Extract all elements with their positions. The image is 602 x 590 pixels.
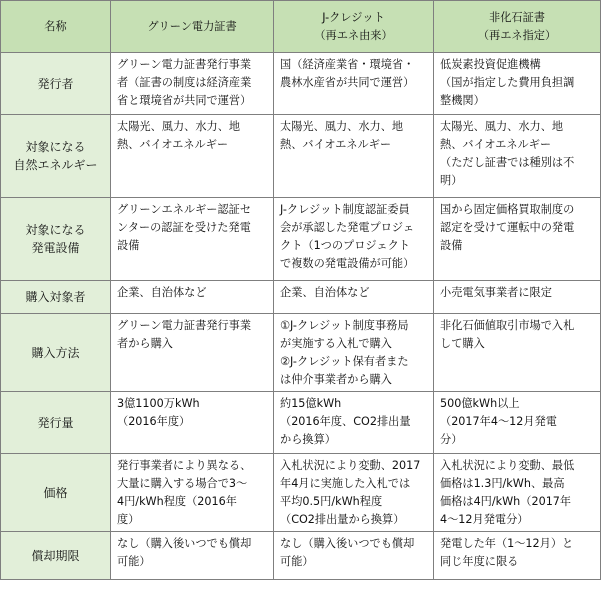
row-label-line: 対象になる [25,223,86,237]
row-label-issuance-volume [1,392,111,454]
row-label-purchase-method [1,314,111,392]
cell-line: 発行事業者により異なる、 [117,459,252,472]
row-label-line: 対象になる [25,140,86,154]
table-row-purchase-method [1,314,601,392]
row-label-line: 発電設備 [31,241,80,255]
table-row-issuance-volume [1,392,601,454]
row-label-issuer [1,53,111,115]
header-col2-line: （再エネ由来） [314,28,393,42]
header-row [1,1,601,53]
cell-buyer-non-fossil [434,281,601,314]
cell-line: 太陽光、風力、水力、地 [117,120,241,133]
cell-line: （2017年4～12月発電 [440,415,557,428]
cell-purchase-method-non-fossil [434,314,601,392]
cell-price-j-credit [274,454,434,532]
cell-target-facilities-j-credit [274,198,434,281]
row-label-line: 購入方法 [31,345,80,360]
cell-target-facilities-green-power [111,198,274,281]
row-label-line: 発行者 [37,76,74,91]
row-label-buyer [1,281,111,314]
cell-line: 会が承認した発電プロジェ [280,221,415,234]
cell-line: 省と環境省が共同で運営） [117,94,252,107]
cell-line: 太陽光、風力、水力、地 [280,120,404,133]
cell-line: グリーン電力証書発行事業 [117,58,252,71]
cell-line: 認定を受けて運転中の発電 [440,221,575,234]
cell-buyer-j-credit [274,281,434,314]
row-label-target-facilities [1,198,111,281]
header-col1-line: グリーン電力証書 [147,19,237,33]
cell-line: （2016年度、CO2排出量 [280,415,411,428]
cell-line: 約15億kWh [280,397,342,410]
cell-redemption-deadline-j-credit [274,532,434,580]
cell-line: （ただし証書では種別は不 [440,156,575,169]
row-label-line: 購入対象者 [25,290,86,304]
cell-target-renewables-non-fossil [434,115,601,198]
cell-line: 国（経済産業省・環境省・ [280,58,415,71]
cell-line: （国が指定した費用負担調 [440,76,575,89]
cell-line: 熱、バイオエネルギー [440,138,552,151]
cell-line: 可能） [280,555,314,568]
cell-issuer-j-credit [274,53,434,115]
cell-line: 同じ年度に限る [440,555,519,568]
cell-target-renewables-green-power [111,115,274,198]
cell-line: 平均0.5円/kWh程度 [280,495,383,508]
cell-line: で複数の発電設備が可能） [280,257,415,270]
cell-line: 500億kWh以上 [440,397,520,410]
header-col3-line: 非化石証書 [489,10,545,24]
cell-price-non-fossil [434,454,601,532]
table-row-price [1,454,601,532]
cell-issuance-volume-j-credit [274,392,434,454]
cell-line: 年4月に実施した入札では [280,477,411,490]
cell-redemption-deadline-green-power [111,532,274,580]
cell-line: ①J-クレジット制度事務局 [280,319,409,332]
cell-line: 太陽光、風力、水力、地 [440,120,564,133]
cell-line: なし（購入後いつでも償却 [117,537,252,550]
cell-purchase-method-green-power [111,314,274,392]
cell-line: （CO2排出量から換算） [280,513,405,526]
cell-line: して購入 [440,337,485,350]
row-label-price [1,454,111,532]
header-col3-line: （再エネ指定） [477,28,557,42]
cell-line: 小売電気事業者に限定 [440,286,552,299]
cell-line: 明） [440,174,463,187]
cell-issuer-green-power [111,53,274,115]
cell-line: 3億1100万kWh [117,397,200,410]
cell-line: から換算） [280,433,336,446]
cell-line: 者（証書の制度は経済産業 [117,76,252,89]
cell-line: グリーン電力証書発行事業 [117,319,252,332]
cell-line: 可能） [117,555,151,568]
cell-purchase-method-j-credit [274,314,434,392]
table-row-target-facilities [1,198,601,281]
header-name [1,1,111,53]
cell-line: （2016年度） [117,415,191,428]
cell-line: 価格は4円/kWh（2017年 [440,495,572,508]
cell-line: 熱、バイオエネルギー [117,138,229,151]
table-body [1,53,601,580]
cell-line: 価格は1.3円/kWh、最高 [440,477,565,490]
cell-line: 低炭素投資促進機構 [440,58,541,71]
cell-line: なし（購入後いつでも償却 [280,537,415,550]
cell-target-renewables-j-credit [274,115,434,198]
cell-line: グリーンエネルギー認証セ [117,203,252,216]
row-label-redemption-deadline [1,532,111,580]
table-row-target-renewables [1,115,601,198]
row-label-target-renewables [1,115,111,198]
header-name-text: 名称 [44,19,67,33]
cell-line: 分） [440,433,463,446]
cell-line: 設備 [117,239,140,252]
cell-line: 非化石価値取引市場で入札 [440,319,575,332]
cell-line: J-クレジット制度認証委員 [280,203,410,216]
table-row-issuer [1,53,601,115]
cell-line: は仲介事業者から購入 [280,373,392,386]
cell-line: 者から購入 [117,337,173,350]
table-row-buyer [1,281,601,314]
cell-price-green-power [111,454,274,532]
cell-line: 国から固定価格買取制度の [440,203,575,216]
cell-issuer-non-fossil [434,53,601,115]
header-green-power-certificate [111,1,274,53]
cell-line: 4円/kWh程度（2016年 [117,495,237,508]
cell-line: ②J-クレジット保有者また [280,355,409,368]
cell-line: クト（1つのプロジェクト [280,239,410,252]
cell-line: 熱、バイオエネルギー [280,138,392,151]
cell-line: 入札状況により変動、2017 [280,459,421,472]
cell-line: 入札状況により変動、最低 [440,459,575,472]
row-label-line: 発行量 [37,415,74,430]
cell-line: 大量に購入する場合で3～ [117,477,248,490]
cell-redemption-deadline-non-fossil [434,532,601,580]
cell-line: 設備 [440,239,463,252]
row-label-line: 自然エネルギー [13,158,98,172]
row-label-line: 償却期限 [31,548,80,563]
cell-line: ンターの認証を受けた発電 [117,221,251,234]
cell-line: 農林水産省が共同で運営） [280,76,415,89]
table-row-redemption-deadline [1,532,601,580]
cell-line: 発電した年（1～12月）と [440,537,574,550]
cell-line: 4～12月発電分） [440,513,529,526]
cell-line: 企業、自治体など [117,286,207,299]
header-col2-line: J-クレジット [322,10,385,24]
cell-issuance-volume-green-power [111,392,274,454]
cell-line: 企業、自治体など [280,286,370,299]
cell-buyer-green-power [111,281,274,314]
row-label-line: 価格 [43,485,68,500]
cell-issuance-volume-non-fossil [434,392,601,454]
header-non-fossil-certificate [434,1,601,53]
cell-target-facilities-non-fossil [434,198,601,281]
cell-line: が実施する入札で購入 [280,337,392,350]
header-j-credit [274,1,434,53]
cell-line: 度） [117,513,140,526]
cell-line: 整機関） [440,94,485,107]
